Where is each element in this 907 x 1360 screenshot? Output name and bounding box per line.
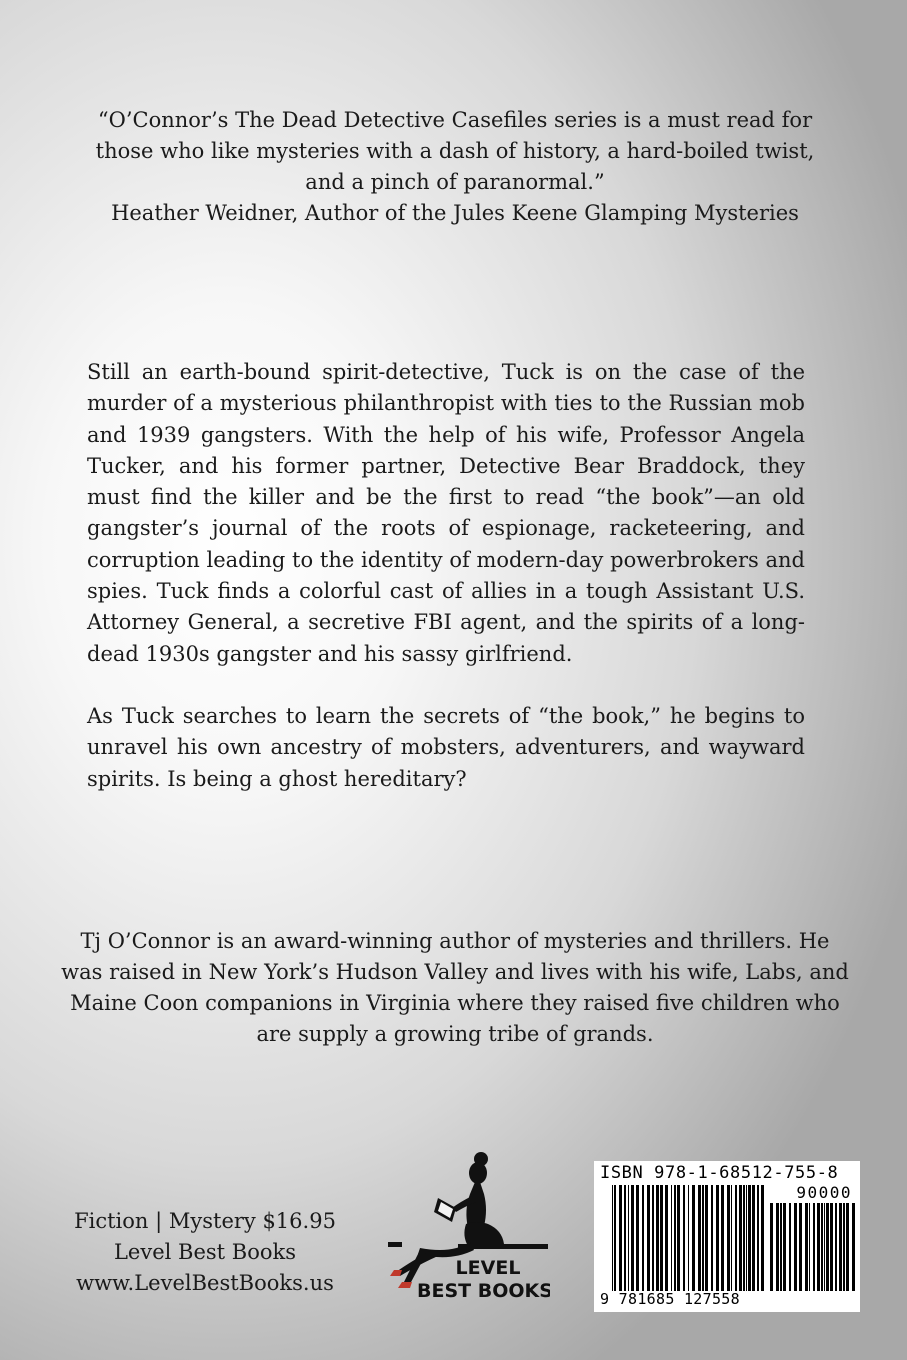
level-best-books-logo <box>380 1150 550 1300</box>
barcode-bar <box>674 1185 676 1291</box>
barcode-bar <box>660 1185 663 1291</box>
barcode-bar <box>789 1203 791 1291</box>
barcode-bar <box>711 1185 713 1291</box>
barcode-bar <box>612 1185 613 1291</box>
barcode-bar <box>826 1203 829 1291</box>
barcode-bar <box>705 1185 708 1291</box>
barcode-bar <box>735 1185 737 1291</box>
barcode-bar <box>813 1203 815 1291</box>
isbn-digits: 9 781685 127558 <box>600 1290 740 1308</box>
barcode-bar <box>830 1203 833 1291</box>
review-blurb <box>80 105 830 229</box>
barcode-bar <box>665 1185 668 1291</box>
barcode-bar <box>757 1185 759 1291</box>
barcode-bar <box>805 1203 808 1291</box>
barcode-bar <box>839 1203 842 1291</box>
barcode-bar <box>619 1185 622 1291</box>
barcode-bar <box>656 1185 659 1291</box>
barcode-bar <box>683 1185 685 1291</box>
barcode-bar <box>846 1203 849 1291</box>
barcode-bar <box>746 1185 747 1291</box>
barcode-bar <box>647 1185 650 1291</box>
barcode-bar <box>780 1203 782 1291</box>
barcode-bar <box>721 1185 724 1291</box>
barcode-bar <box>688 1185 689 1291</box>
review-quote: “O’Connor’s The Dead Detective Casefiles series is a must read for those who like mysteries with a dash of history, a hard-boiled twist, and a pinch of paranormal.” <box>95 108 815 194</box>
barcode-bar <box>748 1185 751 1291</box>
barcode-bar <box>809 1203 810 1291</box>
logo-text-best-books: BEST BOOKS <box>417 1280 550 1300</box>
barcode-bar <box>739 1185 742 1291</box>
barcode-bar <box>799 1203 802 1291</box>
logo-text-level: LEVEL <box>455 1257 521 1279</box>
reading-woman-icon <box>380 1150 550 1300</box>
barcode-bar <box>677 1185 680 1291</box>
barcode-bar <box>835 1203 837 1291</box>
publisher-info <box>60 1206 350 1299</box>
barcode-bar <box>702 1185 704 1291</box>
barcode-bar <box>642 1185 644 1291</box>
author-bio-text: Tj O’Connor is an award-winning author of mysteries and thrillers. He was raised in New York’s Hudson Valley and lives with his wife, Labs, and Maine Coon companions in Virginia where they raised five children who are supply a growing tribe of grands. <box>61 929 849 1046</box>
isbn-label: ISBN 978-1-68512-755-8 <box>600 1163 839 1183</box>
barcode-bar <box>727 1185 730 1291</box>
barcode-bar <box>761 1185 764 1291</box>
barcode-bar <box>843 1203 845 1291</box>
author-bio <box>60 926 850 1050</box>
barcode-bar <box>770 1203 773 1291</box>
description-paragraph: Still an earth-bound spirit-detective, Tuck is on the case of the murder of a mysterious philanthropist with ties to the Russian mob and 1939 gangsters. With the help of his wife, Professor Angela Tucker, and his former partner, Detective Bear Braddock, they must find the killer and be the first to read “the book”—an old gangster’s journal of the roots of espionage, racketeering, and corruption leading to the identity of modern-day powerbrokers and spies. Tuck finds a colorful cast of allies in a tough Assistant U.S. Attorney General, a secretive FBI agent, and the spirits of a long-dead 1930s gangster and his sassy girlfriend. <box>87 360 805 666</box>
barcode-bar <box>614 1185 616 1291</box>
barcode-bar <box>716 1185 719 1291</box>
barcode-bar <box>628 1185 629 1291</box>
barcode-bar <box>817 1203 820 1291</box>
barcode-bar <box>743 1185 745 1291</box>
barcode-bar <box>821 1203 823 1291</box>
book-description <box>87 357 805 826</box>
category-price: Fiction | Mystery $16.95 <box>74 1209 336 1233</box>
barcode-bar <box>698 1185 701 1291</box>
barcode-bar <box>652 1185 654 1291</box>
price-code: 90000 <box>796 1183 852 1202</box>
isbn-barcode <box>594 1161 860 1312</box>
barcode-bar <box>794 1203 797 1291</box>
barcode-bar <box>671 1185 672 1291</box>
barcode-bar <box>636 1185 639 1291</box>
barcode-bar <box>824 1203 825 1291</box>
publisher-website: www.LevelBestBooks.us <box>76 1271 334 1295</box>
barcode-bar <box>752 1185 755 1291</box>
barcode-bar <box>731 1185 732 1291</box>
description-paragraph: As Tuck searches to learn the secrets of “the book,” he begins to unravel his own ancestry of mobsters, adventurers, and wayward spirits. Is being a ghost hereditary? <box>87 703 805 791</box>
review-attribution: Heather Weidner, Author of the Jules Keene Glamping Mysteries <box>111 201 799 225</box>
barcode-bar <box>776 1203 779 1291</box>
barcode-bar <box>692 1185 695 1291</box>
publisher-name: Level Best Books <box>113 1240 297 1264</box>
barcode-bar <box>631 1185 634 1291</box>
barcode-bar <box>624 1185 626 1291</box>
barcode-bar <box>783 1203 786 1291</box>
barcode-bar <box>852 1203 855 1291</box>
